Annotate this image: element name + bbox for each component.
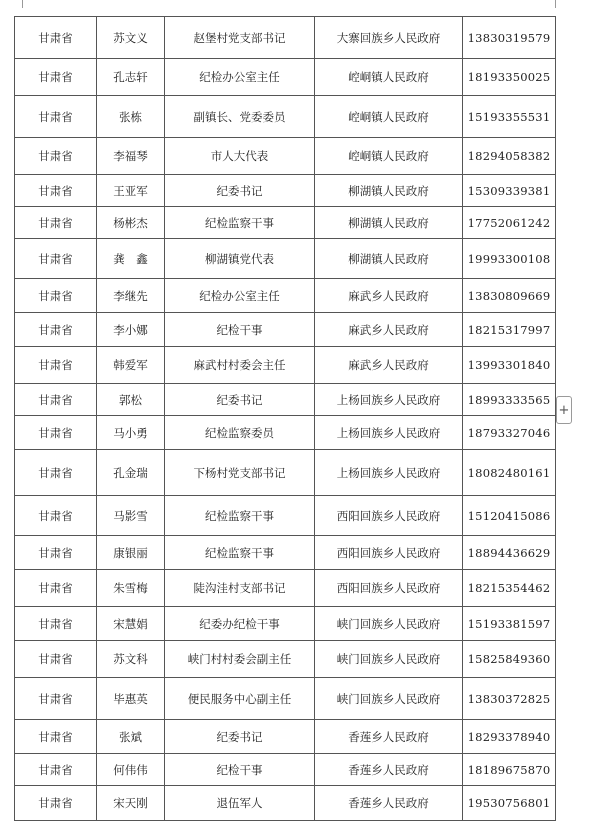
province-cell: 甘肃省 bbox=[15, 384, 97, 416]
unit-cell: 柳湖镇人民政府 bbox=[315, 175, 463, 207]
table-row bbox=[15, 175, 556, 207]
province-cell: 甘肃省 bbox=[15, 607, 97, 641]
position-cell: 纪检监察委员 bbox=[165, 416, 315, 450]
table-row bbox=[15, 313, 556, 347]
unit-cell: 西阳回族乡人民政府 bbox=[315, 536, 463, 570]
unit-cell: 上杨回族乡人民政府 bbox=[315, 384, 463, 416]
province-cell: 甘肃省 bbox=[15, 720, 97, 754]
table-row bbox=[15, 496, 556, 536]
province-cell: 甘肃省 bbox=[15, 786, 97, 821]
name-cell: 杨彬杰 bbox=[97, 207, 165, 239]
table-row bbox=[15, 96, 556, 138]
name-cell: 龚 鑫 bbox=[97, 239, 165, 279]
position-cell: 便民服务中心副主任 bbox=[165, 678, 315, 720]
phone-cell: 13830372825 bbox=[463, 678, 556, 720]
unit-cell: 上杨回族乡人民政府 bbox=[315, 416, 463, 450]
unit-cell: 峡门回族乡人民政府 bbox=[315, 641, 463, 678]
unit-cell: 麻武乡人民政府 bbox=[315, 313, 463, 347]
province-cell: 甘肃省 bbox=[15, 678, 97, 720]
phone-cell: 18793327046 bbox=[463, 416, 556, 450]
contact-table bbox=[14, 16, 556, 821]
position-cell: 纪检干事 bbox=[165, 754, 315, 786]
table-row bbox=[15, 720, 556, 754]
name-cell: 苏文义 bbox=[97, 17, 165, 59]
name-cell: 张斌 bbox=[97, 720, 165, 754]
position-cell: 纪检干事 bbox=[165, 313, 315, 347]
unit-cell: 西阳回族乡人民政府 bbox=[315, 570, 463, 607]
name-cell: 郭松 bbox=[97, 384, 165, 416]
phone-cell: 18215317997 bbox=[463, 313, 556, 347]
position-cell: 柳湖镇党代表 bbox=[165, 239, 315, 279]
table-row bbox=[15, 754, 556, 786]
table-row bbox=[15, 450, 556, 496]
province-cell: 甘肃省 bbox=[15, 754, 97, 786]
name-cell: 康银丽 bbox=[97, 536, 165, 570]
province-cell: 甘肃省 bbox=[15, 207, 97, 239]
table-row bbox=[15, 786, 556, 821]
position-cell: 纪检办公室主任 bbox=[165, 279, 315, 313]
unit-cell: 麻武乡人民政府 bbox=[315, 347, 463, 384]
name-cell: 张栋 bbox=[97, 96, 165, 138]
unit-cell: 崆峒镇人民政府 bbox=[315, 96, 463, 138]
position-cell: 市人大代表 bbox=[165, 138, 315, 175]
phone-cell: 13830809669 bbox=[463, 279, 556, 313]
name-cell: 孔金瑞 bbox=[97, 450, 165, 496]
table-row bbox=[15, 384, 556, 416]
phone-cell: 13993301840 bbox=[463, 347, 556, 384]
position-cell: 麻武村村委会主任 bbox=[165, 347, 315, 384]
province-cell: 甘肃省 bbox=[15, 347, 97, 384]
name-cell: 孔志轩 bbox=[97, 59, 165, 96]
position-cell: 纪委办纪检干事 bbox=[165, 607, 315, 641]
phone-cell: 15309339381 bbox=[463, 175, 556, 207]
unit-cell: 麻武乡人民政府 bbox=[315, 279, 463, 313]
unit-cell: 崆峒镇人民政府 bbox=[315, 59, 463, 96]
name-cell: 李继先 bbox=[97, 279, 165, 313]
add-row-button[interactable]: + bbox=[556, 396, 572, 424]
province-cell: 甘肃省 bbox=[15, 175, 97, 207]
phone-cell: 18193350025 bbox=[463, 59, 556, 96]
name-cell: 王亚军 bbox=[97, 175, 165, 207]
name-cell: 马小勇 bbox=[97, 416, 165, 450]
name-cell: 苏文科 bbox=[97, 641, 165, 678]
table-row bbox=[15, 347, 556, 384]
name-cell: 朱雪梅 bbox=[97, 570, 165, 607]
unit-cell: 崆峒镇人民政府 bbox=[315, 138, 463, 175]
table-body bbox=[15, 17, 556, 821]
unit-cell: 峡门回族乡人民政府 bbox=[315, 607, 463, 641]
name-cell: 马影雪 bbox=[97, 496, 165, 536]
province-cell: 甘肃省 bbox=[15, 313, 97, 347]
phone-cell: 18215354462 bbox=[463, 570, 556, 607]
name-cell: 李小娜 bbox=[97, 313, 165, 347]
unit-cell: 柳湖镇人民政府 bbox=[315, 239, 463, 279]
phone-cell: 18294058382 bbox=[463, 138, 556, 175]
province-cell: 甘肃省 bbox=[15, 570, 97, 607]
phone-cell: 13830319579 bbox=[463, 17, 556, 59]
unit-cell: 香莲乡人民政府 bbox=[315, 786, 463, 821]
table-row bbox=[15, 279, 556, 313]
province-cell: 甘肃省 bbox=[15, 450, 97, 496]
province-cell: 甘肃省 bbox=[15, 416, 97, 450]
position-cell: 纪检办公室主任 bbox=[165, 59, 315, 96]
position-cell: 纪检监察干事 bbox=[165, 496, 315, 536]
province-cell: 甘肃省 bbox=[15, 496, 97, 536]
province-cell: 甘肃省 bbox=[15, 17, 97, 59]
province-cell: 甘肃省 bbox=[15, 59, 97, 96]
phone-cell: 15120415086 bbox=[463, 496, 556, 536]
name-cell: 宋天刚 bbox=[97, 786, 165, 821]
table-row bbox=[15, 536, 556, 570]
table-row bbox=[15, 138, 556, 175]
province-cell: 甘肃省 bbox=[15, 279, 97, 313]
position-cell: 峡门村村委会副主任 bbox=[165, 641, 315, 678]
position-cell: 纪委书记 bbox=[165, 175, 315, 207]
unit-cell: 上杨回族乡人民政府 bbox=[315, 450, 463, 496]
table-row bbox=[15, 207, 556, 239]
unit-cell: 柳湖镇人民政府 bbox=[315, 207, 463, 239]
province-cell: 甘肃省 bbox=[15, 138, 97, 175]
name-cell: 宋慧娟 bbox=[97, 607, 165, 641]
phone-cell: 15193381597 bbox=[463, 607, 556, 641]
phone-cell: 15825849360 bbox=[463, 641, 556, 678]
province-cell: 甘肃省 bbox=[15, 96, 97, 138]
name-cell: 毕惠英 bbox=[97, 678, 165, 720]
position-cell: 赵堡村党支部书记 bbox=[165, 17, 315, 59]
name-cell: 韩爱军 bbox=[97, 347, 165, 384]
position-cell: 副镇长、党委委员 bbox=[165, 96, 315, 138]
phone-cell: 18082480161 bbox=[463, 450, 556, 496]
phone-cell: 18993333565 bbox=[463, 384, 556, 416]
phone-cell: 15193355531 bbox=[463, 96, 556, 138]
table-row bbox=[15, 17, 556, 59]
page-corner-mark-left bbox=[14, 0, 23, 8]
phone-cell: 18189675870 bbox=[463, 754, 556, 786]
unit-cell: 香莲乡人民政府 bbox=[315, 754, 463, 786]
unit-cell: 峡门回族乡人民政府 bbox=[315, 678, 463, 720]
name-cell: 李福琴 bbox=[97, 138, 165, 175]
phone-cell: 19530756801 bbox=[463, 786, 556, 821]
position-cell: 纪委书记 bbox=[165, 720, 315, 754]
unit-cell: 西阳回族乡人民政府 bbox=[315, 496, 463, 536]
phone-cell: 17752061242 bbox=[463, 207, 556, 239]
unit-cell: 香莲乡人民政府 bbox=[315, 720, 463, 754]
table-row bbox=[15, 607, 556, 641]
position-cell: 纪检监察干事 bbox=[165, 536, 315, 570]
phone-cell: 18293378940 bbox=[463, 720, 556, 754]
position-cell: 下杨村党支部书记 bbox=[165, 450, 315, 496]
table-row bbox=[15, 59, 556, 96]
province-cell: 甘肃省 bbox=[15, 239, 97, 279]
position-cell: 陡沟洼村支部书记 bbox=[165, 570, 315, 607]
name-cell: 何伟伟 bbox=[97, 754, 165, 786]
province-cell: 甘肃省 bbox=[15, 536, 97, 570]
phone-cell: 19993300108 bbox=[463, 239, 556, 279]
position-cell: 纪检监察干事 bbox=[165, 207, 315, 239]
document-table-container bbox=[14, 16, 556, 821]
position-cell: 纪委书记 bbox=[165, 384, 315, 416]
table-row bbox=[15, 239, 556, 279]
unit-cell: 大寨回族乡人民政府 bbox=[315, 17, 463, 59]
phone-cell: 18894436629 bbox=[463, 536, 556, 570]
table-row bbox=[15, 416, 556, 450]
page-corner-mark-right bbox=[555, 0, 564, 8]
table-row bbox=[15, 678, 556, 720]
table-row bbox=[15, 570, 556, 607]
table-row bbox=[15, 641, 556, 678]
position-cell: 退伍军人 bbox=[165, 786, 315, 821]
province-cell: 甘肃省 bbox=[15, 641, 97, 678]
